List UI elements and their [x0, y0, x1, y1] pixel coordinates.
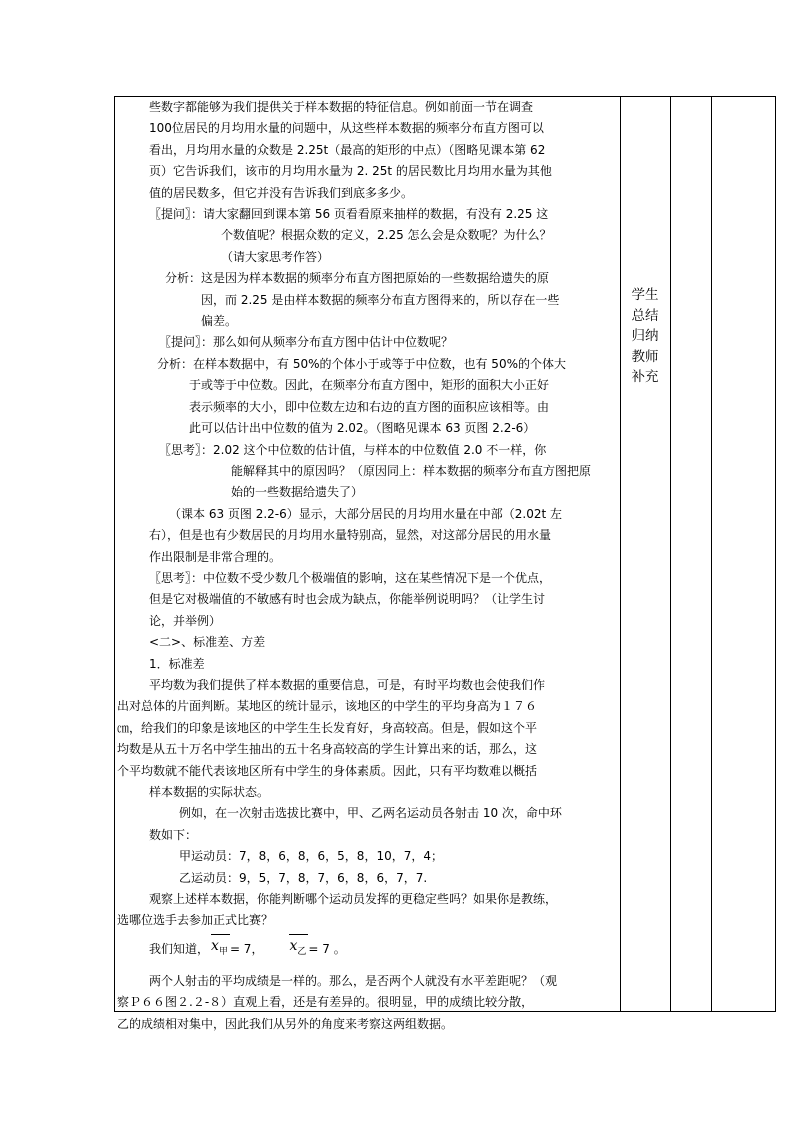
text-line: ㎝，给我们的印象是该地区的中学生生长发育好，身高较高。但是，假如这个平: [117, 720, 538, 735]
text-line: 数如下：: [149, 827, 198, 842]
mean-symbol-yi: $x_乙$: [287, 936, 308, 963]
analysis-line: 分析：在样本数据中，有 50%的个体小于或等于中位数，也有 50%的个体大: [157, 356, 566, 371]
data-line: 乙运动员：9，5，7，8，7，6，8，6，7，7.: [179, 870, 428, 885]
note-line: 教师: [631, 348, 659, 365]
text-line: 论，并举例）: [149, 613, 222, 628]
column-divider: [670, 97, 671, 1011]
text-line: 此可以估计出中位数的值为 2.02。（图略见课本 63 页图 2.2-6）: [189, 421, 536, 436]
text-line: 能解释其中的原因吗？（原因同上：样本数据的频率分布直方图把原: [231, 463, 592, 478]
text-line: 右），但是也有少数居民的月均用水量特别高，显然，对这部分居民的用水量: [149, 528, 552, 543]
text-line: 于或等于中位数。因此，在频率分布直方图中，矩形的面积大小正好: [189, 378, 550, 393]
data-line: 甲运动员：7，8，6，8，6，5，8，10，7，4；: [179, 849, 443, 864]
text-line: 偏差。: [201, 314, 238, 329]
note-line: 补充: [631, 369, 659, 385]
lesson-table: [114, 96, 776, 1031]
text-line: 例如，在一次射击选拔比赛中，甲、乙两名运动员各射击 10 次，命中环: [179, 806, 562, 821]
lesson-content: [115, 97, 620, 1031]
question-line: 〖提问〗：请大家翻回到课本第 56 页看看原来抽样的数据，有没有 2.25 这: [149, 207, 549, 222]
text-line: 乙的成绩相对集中，因此我们从另外的角度来考察这两组数据。: [117, 1016, 454, 1031]
text-line: 个平均数就不能代表该地区所有中学生的身体素质。因此，只有平均数难以概括: [117, 763, 538, 778]
text-line: 因，而 2.25 是由样本数据的频率分布直方图得来的，所以存在一些: [201, 292, 560, 307]
text-line: 始的一些数据给遗失了）: [231, 485, 364, 500]
text-line: 观察上述样本数据，你能判断哪个运动员发挥的更稳定些吗？如果你是教练，: [149, 892, 558, 907]
question-line: 〖提问〗：那么如何从频率分布直方图中估计中位数呢？: [159, 335, 454, 350]
text-line: 表示频率的大小，即中位数左边和右边的直方图的面积应该相等。由: [189, 399, 550, 414]
mean-formula: [115, 935, 620, 965]
text-line: 些数字都能够为我们提供关于样本数据的特征信息。例如前面一节在调查: [149, 100, 534, 114]
text-line: 察Ｐ６６图２.２-８）直观上看，还是有差异的。很明显，甲的成绩比较分散，: [117, 995, 534, 1010]
think-line: 〖思考〗：中位数不受少数几个极端值的影响，这在某些情况下是一个优点，: [149, 570, 552, 585]
column-divider: [620, 97, 621, 1011]
text-line: 个数值呢？根据众数的定义，2.25 怎么会是众数呢？为什么？: [221, 228, 552, 243]
think-line: 〖思考〗：2.02 这个中位数的估计值，与样本的中位数值 2.0 不一样，你: [159, 442, 547, 457]
note-line: 归纳: [631, 328, 659, 344]
mean-symbol-jia: $x_甲$: [209, 936, 230, 963]
note-line: 总结: [631, 307, 659, 324]
subsection-heading: 1．标准差: [149, 656, 205, 671]
section-heading: <二>、标准差、方差: [149, 635, 266, 650]
text-line: 页）它告诉我们，该市的月均用水量为 2. 25t 的居民数比月均用水量为其他: [149, 164, 552, 179]
text-line: 平均数为我们提供了样本数据的重要信息，可是，有时平均数也会使我们作: [149, 677, 546, 692]
text-line: 选哪位选手去参加正式比赛？: [117, 913, 274, 928]
formula-prefix: 我们知道，: [149, 942, 210, 957]
text-line: （课本 63 页图 2.2-6）显示，大部分居民的月均用水量在中部（2.02t 左: [169, 506, 563, 521]
text-line: 出对总体的片面判断。某地区的统计显示，该地区的中学生的平均身高为１７６: [117, 699, 538, 714]
teacher-note: [625, 285, 665, 388]
note-line: 学生: [631, 287, 659, 303]
text-line: 样本数据的实际状态。: [149, 785, 270, 799]
text-line: 作出限制是非常合理的。: [149, 549, 282, 564]
formula-equals: = 7 。: [308, 942, 346, 957]
column-divider: [711, 97, 712, 1011]
text-line: 看出，月均用水量的众数是 2.25t（最高的矩形的中点）（图略见课本第 62: [149, 142, 546, 157]
text-line: 值的居民数多，但它并没有告诉我们到底多多少。: [149, 185, 414, 200]
text-line: 两个人射击的平均成绩是一样的。那么，是否两个人就没有水平差距呢？（观: [149, 973, 558, 988]
text-line: 但是它对极端值的不敏感有时也会成为缺点，你能举例说明吗？（让学生讨: [149, 592, 546, 607]
text-line: 100位居民的月均用水量的问题中，从这些样本数据的频率分布直方图可以: [149, 121, 544, 136]
text-line: 均数是从五十万名中学生抽出的五十名身高较高的学生计算出来的话，那么，这: [117, 742, 538, 757]
formula-equals: = 7，: [229, 942, 264, 957]
analysis-line: 分析：这是因为样本数据的频率分布直方图把原始的一些数据给遗失的原: [165, 271, 550, 286]
text-line: （请大家思考作答）: [221, 249, 330, 264]
